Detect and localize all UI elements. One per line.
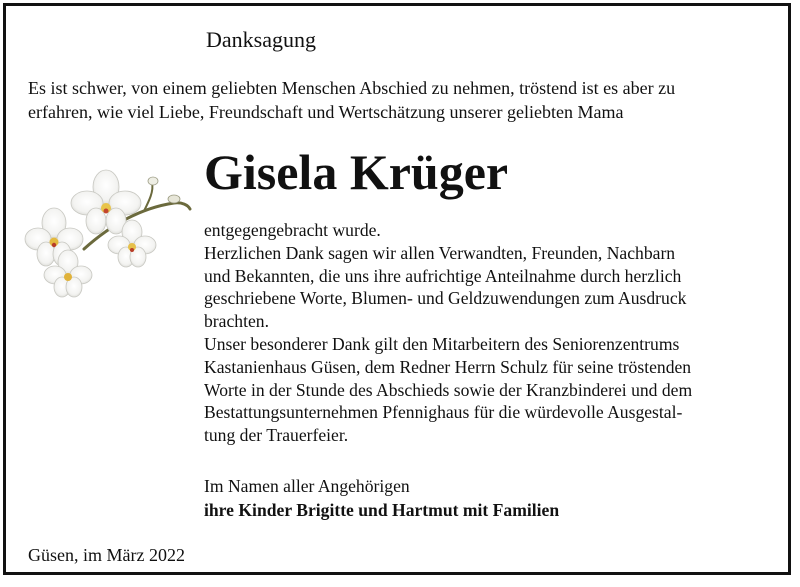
place-date: Güsen, im März 2022 — [28, 545, 185, 565]
obituary-notice — [3, 3, 791, 575]
body-line: und Bekannten, die uns ihre aufrichtige Anteilnahme durch herzlich — [204, 265, 682, 286]
body-line: brachten. — [204, 311, 269, 332]
body-line: geschriebene Worte, Blumen- und Geldzuwendungen zum Ausdruck — [204, 288, 687, 309]
signature-block — [204, 474, 764, 522]
body-line: Kastanienhaus Güsen, dem Redner Herrn Schulz für seine tröstenden — [204, 356, 692, 377]
body-line: Worte in der Stunde des Abschieds sowie der Kranzbinderei und dem — [204, 379, 693, 400]
intro-text — [28, 76, 778, 124]
body-line: tung der Trauerfeier. — [204, 425, 349, 446]
signature-intro: Im Namen aller Angehörigen — [204, 476, 410, 496]
intro-line: erfahren, wie viel Liebe, Freundschaft und Wertschätzung unserer geliebten Mama — [28, 102, 624, 122]
intro-line: Es ist schwer, von einem geliebten Menschen Abschied zu nehmen, tröstend ist es aber zu — [28, 78, 676, 98]
body-line: Bestattungsunternehmen Pfennighaus für die würdevolle Ausgestal- — [204, 402, 683, 423]
body-line: entgegengebracht wurde. — [204, 220, 381, 240]
notice-heading: Danksagung — [206, 27, 316, 52]
body-line: Unser besonderer Dank gilt den Mitarbeitern des Seniorenzentrums — [204, 333, 680, 354]
signature-names: ihre Kinder Brigitte und Hartmut mit Familien — [204, 500, 560, 520]
thanks-body — [204, 219, 774, 447]
orchid-image — [24, 161, 192, 306]
body-line: Herzlichen Dank sagen wir allen Verwandten, Freunden, Nachbarn — [204, 242, 676, 263]
deceased-name: Gisela Krüger — [204, 144, 509, 200]
